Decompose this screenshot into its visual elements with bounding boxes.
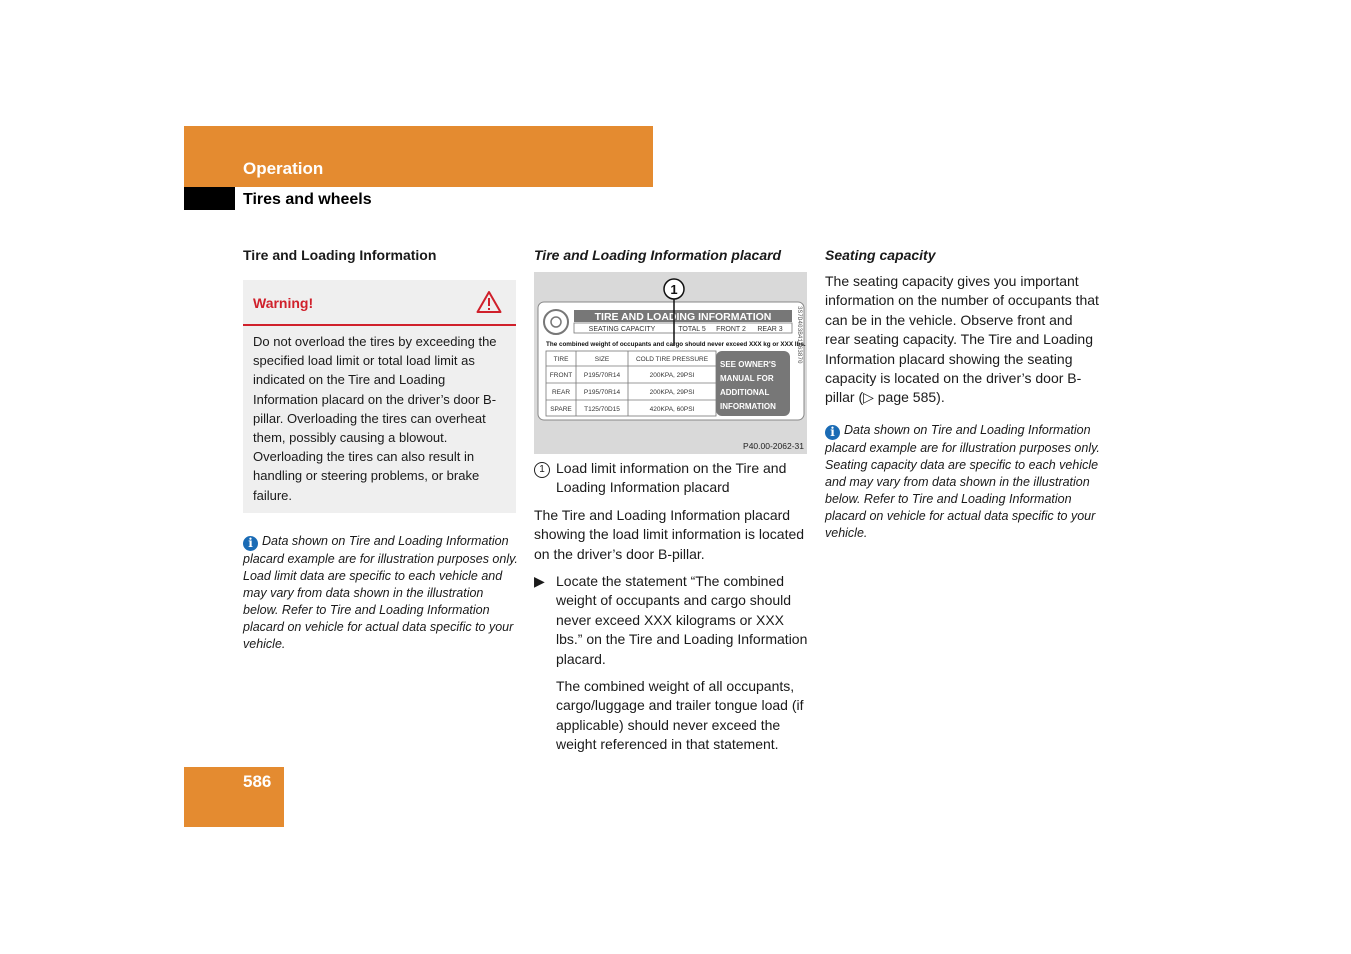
seating-capacity-paragraph: The seating capacity gives you important information on the number of occupants that can be in the vehicle. Observe front and rear seating capacity. The Tire and Loading Information placard showing the seating capacity is located on the driver’s door B-pillar (▷ page 585). xyxy=(825,273,1099,406)
row-rear-size: P195/70R14 xyxy=(583,389,621,396)
combined-weight-item xyxy=(534,677,809,755)
col-pressure: COLD TIRE PRESSURE xyxy=(635,356,709,363)
seating-rear: REAR 3 xyxy=(757,326,783,333)
row-front-size: P195/70R14 xyxy=(583,372,621,379)
column-2 xyxy=(534,246,809,763)
warning-box xyxy=(243,280,516,513)
seating-total: TOTAL 5 xyxy=(678,326,706,333)
see-owner-line-2: MANUAL FOR xyxy=(720,374,774,383)
placard-figure xyxy=(534,272,807,454)
column-3 xyxy=(825,246,1100,542)
legend-text: Load limit information on the Tire and Loading Information placard xyxy=(556,460,787,496)
tire-icon xyxy=(544,310,568,334)
info-icon: i xyxy=(243,536,258,551)
heading-placard: Tire and Loading Information placard xyxy=(534,247,782,263)
figure-id: P40.00-2062-31 xyxy=(743,441,804,451)
row-front-tire: FRONT xyxy=(549,372,573,379)
warning-title: Warning! xyxy=(253,295,314,311)
section-title: Tires and wheels xyxy=(243,191,372,208)
chapter-title: Operation xyxy=(243,159,324,178)
step-text: Locate the statement “The combined weight of occupants and cargo should never exceed XXX kilograms or XXX lbs.” on the Tire and Loading Information placard. xyxy=(556,573,808,667)
placard-location-paragraph: The Tire and Loading Information placard showing the load limit information is located on the driver’s door B-pillar. xyxy=(534,506,805,562)
warning-header xyxy=(243,280,516,326)
see-owner-line-4: INFORMATION xyxy=(720,402,776,411)
callout-number: 1 xyxy=(670,282,678,297)
placard-illustration xyxy=(534,272,807,454)
pressure-table xyxy=(546,351,716,416)
heading-seating-capacity: Seating capacity xyxy=(825,247,936,263)
row-spare-pressure: 420KPA, 60PSI xyxy=(649,406,695,413)
info-note-seating xyxy=(825,422,1100,542)
seating-label: SEATING CAPACITY xyxy=(588,326,656,333)
row-front-pressure: 200KPA, 29PSI xyxy=(649,372,695,379)
header-marker xyxy=(184,187,235,210)
placard-statement: The combined weight of occupants and cargo should never exceed XXX kg or XXX lbs. xyxy=(546,341,806,348)
column-1 xyxy=(243,246,518,653)
row-spare-tire: SPARE xyxy=(550,406,572,413)
info-note-seating-text: Data shown on Tire and Loading Information placard example are for illustration purposes only. Seating capacity data are specific to each vehicle and may vary from data shown in the illustration below. Refer to Tire and Loading Information placard on vehicle for actual data specific to your vehicle. xyxy=(825,422,1100,540)
info-note xyxy=(243,533,518,653)
warning-text: Do not overload the tires by exceeding the specified load limit or total load limit as indicated on the Tire and Loading Information placard on the driver’s door B-pillar. Overloading the tires can overheat them, possibly causing a blowout. Overloading the tires can also result in handling or steering problems, or brake failure. xyxy=(253,334,497,503)
combined-weight-text: The combined weight of all occupants, cargo/luggage and trailer tongue load (if applicable) should never exceed the weight referenced in that statement. xyxy=(556,678,804,753)
info-icon: i xyxy=(825,425,840,440)
see-owner-line-3: ADDITIONAL xyxy=(720,388,770,397)
heading-tire-loading-info: Tire and Loading Information xyxy=(243,247,437,263)
legend-marker: 1 xyxy=(534,462,550,478)
seating-front: FRONT 2 xyxy=(716,326,746,333)
info-note-text: Data shown on Tire and Loading Information placard example are for illustration purposes only. Load limit data are specific to each vehicle and may vary from data shown in the illustration below. Refer to Tire and Loading Information placard on vehicle for actual data specific to your vehicle. xyxy=(243,533,518,651)
row-rear-pressure: 200KPA, 29PSI xyxy=(649,389,695,396)
step-arrow-icon: ▶ xyxy=(534,573,545,590)
legend-item xyxy=(534,459,809,498)
col-tire: TIRE xyxy=(553,356,569,363)
step-item xyxy=(534,572,809,669)
placard-title: TIRE AND LOADING INFORMATION xyxy=(594,311,772,323)
row-rear-tire: REAR xyxy=(551,389,571,396)
page-number: 586 xyxy=(243,772,272,791)
col-size: SIZE xyxy=(594,356,610,363)
row-spare-size: T125/70D15 xyxy=(584,406,620,413)
placard-side-code: 3S7D403B41363870 xyxy=(796,306,803,364)
warning-triangle-icon xyxy=(476,290,502,314)
see-owner-line-1: SEE OWNER'S xyxy=(720,360,777,369)
